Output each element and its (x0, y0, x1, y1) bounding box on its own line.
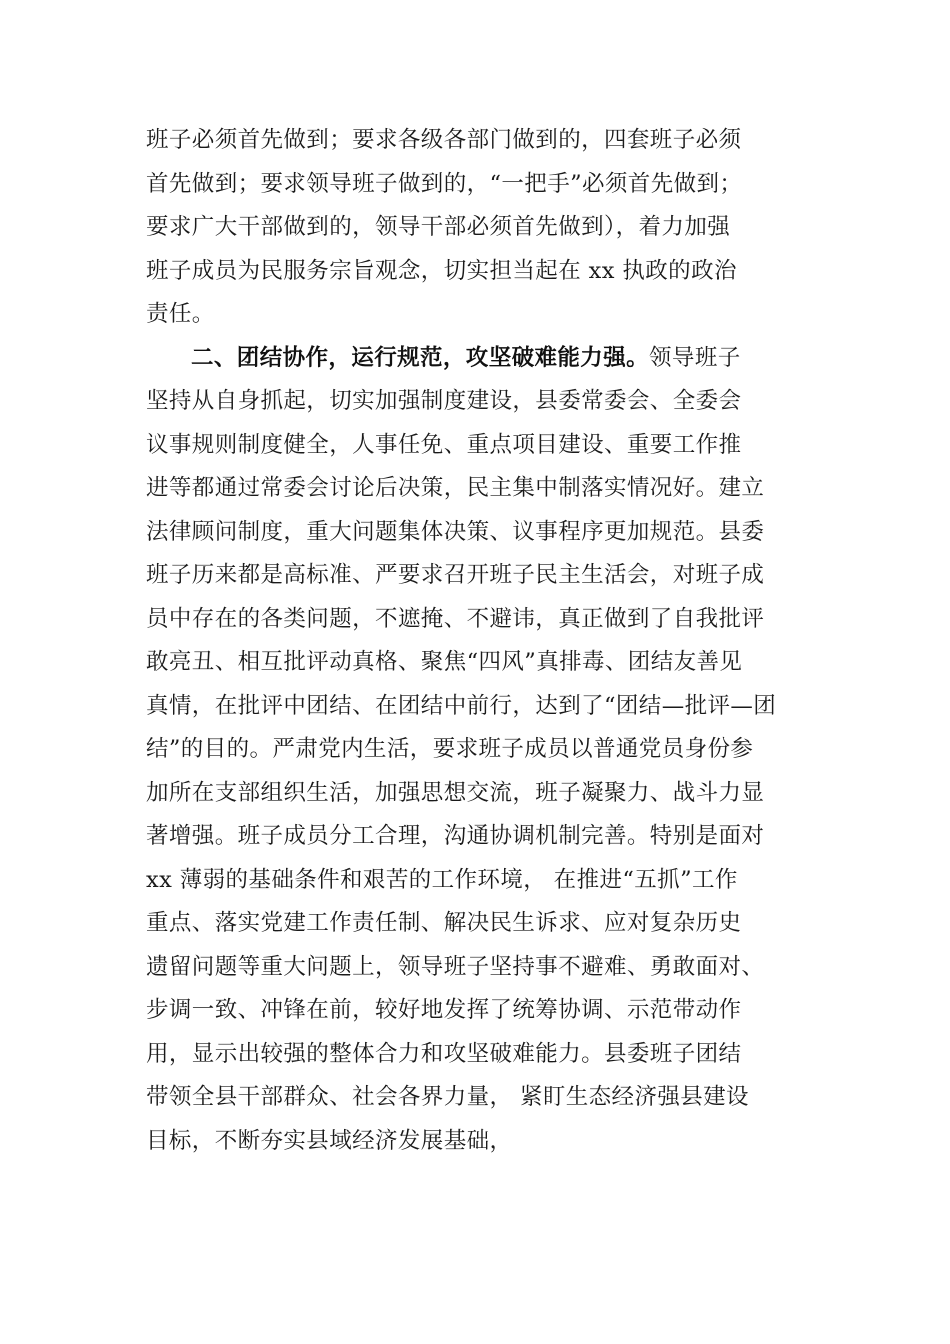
text-line: 责任。 (146, 301, 215, 327)
text-line: 议事规则制度健全，人事任免、重点项目建设、重要工作推 (146, 431, 742, 458)
document-body (146, 119, 816, 1163)
text-line: 法律顾问制度，重大问题集体决策、议事程序更加规范。县委 (146, 518, 765, 545)
text-line: 步调一致、冲锋在前，较好地发挥了统筹协调、示范带动作 (146, 997, 742, 1023)
text-line: 进等都通过常委会讨论后决策，民主集中制落实情况好。建立 (146, 475, 765, 501)
text-line: 员中存在的各类问题，不遮掩、不避讳，真正做到了自我批评 (146, 605, 765, 632)
section-heading: 二、团结协作，运行规范，攻坚破难能力强。 (191, 344, 650, 371)
text-line: 加所在支部组织生活，加强思想交流，班子凝聚力、战斗力显 (146, 779, 765, 806)
text-line: 结”的目的。严肃党内生活，要求班子成员以普通党员身份参 (146, 736, 754, 762)
text-line: 带领全县干部群众、社会各界力量， 紧盯生态经济强县建设 (146, 1084, 749, 1110)
text-line: xx 薄弱的基础条件和艰苦的工作环境， 在推进“五抓”工作 (146, 866, 738, 893)
text-line: 首先做到；要求领导班子做到的，“一把手”必须首先做到； (146, 170, 743, 197)
text-line: 用，显示出较强的整体合力和攻坚破难能力。县委班子团结 (146, 1040, 742, 1067)
paragraph-2-first-line (146, 337, 816, 381)
text-line: 班子成员为民服务宗旨观念，切实担当起在 xx 执政的政治 (146, 257, 737, 284)
text-line: 坚持从自身抓起，切实加强制度建设，县委常委会、全委会 (146, 388, 742, 414)
text-line: 真情，在批评中团结、在团结中前行，达到了“团结—批评—团 (146, 692, 777, 719)
text-line: 目标，不断夯实县域经济发展基础， (146, 1127, 513, 1154)
text-line: 敢亮丑、相互批评动真格、聚焦“四风”真排毒、团结友善见 (146, 649, 743, 675)
text-line: 班子历来都是高标准、严要求召开班子民主生活会，对班子成 (146, 562, 765, 588)
paragraph-1 (146, 119, 816, 337)
text-line: 重点、落实党建工作责任制、解决民生诉求、应对复杂历史 (146, 910, 742, 936)
text-line: 遗留问题等重大问题上，领导班子坚持事不避难、勇敢面对、 (146, 953, 765, 980)
text-line: 著增强。班子成员分工合理，沟通协调机制完善。特别是面对 (146, 823, 765, 849)
text-line: 要求广大干部做到的，领导干部必须首先做到），着力加强 (146, 214, 731, 240)
text-fragment: 领导班子 (649, 344, 741, 371)
paragraph-2 (146, 337, 816, 1164)
text-line: 班子必须首先做到；要求各级各部门做到的，四套班子必须 (146, 127, 742, 153)
